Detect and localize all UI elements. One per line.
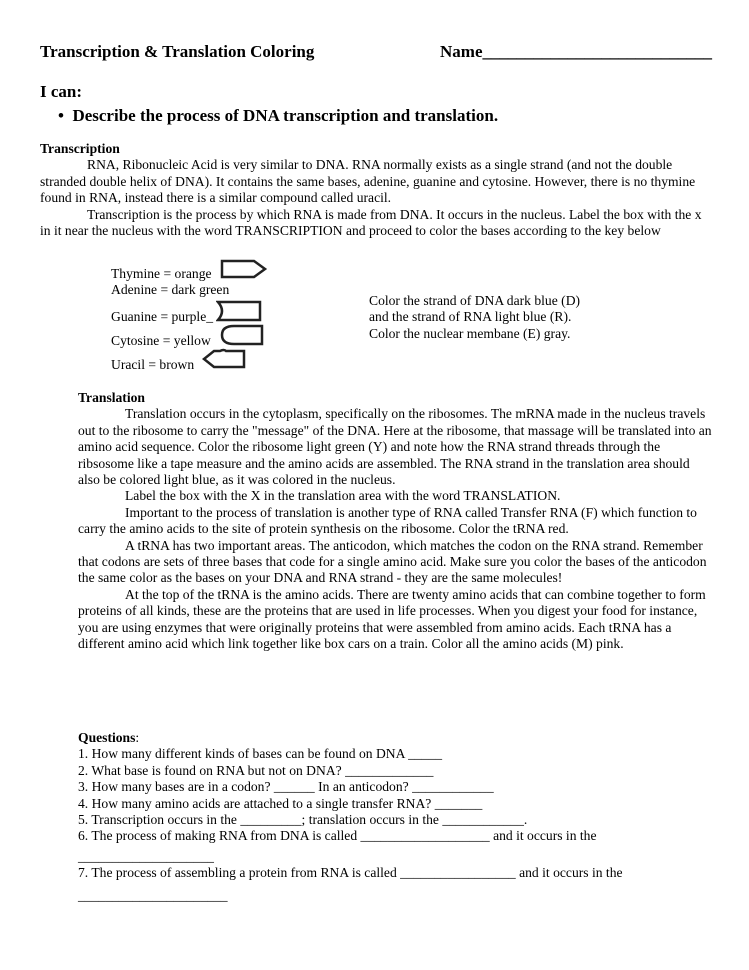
uracil-shape-icon	[202, 347, 248, 369]
question-item: 7. The process of assembling a protein from RNA is called _________________ and it occurs in the	[78, 865, 623, 881]
cytosine-shape-icon	[220, 324, 266, 346]
question-item: 1. How many different kinds of bases can be found on DNA _____	[78, 746, 443, 762]
answer-line: ______________________	[78, 887, 228, 903]
key-uracil: Uracil = brown	[111, 357, 195, 372]
color-note: Color the strand of DNA dark blue (D) and the strand of RNA light blue (R). Color the nuclear membane (E) gray.	[369, 293, 581, 341]
question-item: 4. How many amino acids are attached to a single transfer RNA? _______	[78, 795, 483, 811]
guanine-shape-icon	[216, 300, 266, 322]
translation-section	[78, 390, 713, 653]
question-item: 2. What base is found on RNA but not on DNA? _____________	[78, 762, 434, 778]
objectives-heading: I can:	[40, 82, 83, 101]
transcription-section	[40, 141, 715, 239]
key-guanine: Guanine = purple_	[111, 309, 214, 324]
question-item: 6. The process of making RNA from DNA is called ___________________ and it occurs in the	[78, 828, 597, 844]
translation-paragraph: Translation occurs in the cytoplasm, specifically on the ribosomes. The mRNA made in the nucleus travels out to the ribosome to carry the "message" of the DNA. Here at the ribosome, that massage will be translated into an amino acid sequence. Color the ribosome light green (Y) and note how the RNA strand threads through the ribsosome like a tape measure and the amino acids are assembled. The RNA strand in the translation area should also be colored light blue, as it was colored in the nucleus.	[78, 406, 712, 488]
translation-paragraph: At the top of the tRNA is the amino acids. There are twenty amino acids that can combine together to form proteins of all kinds, these are the proteins that are used in life processes. When you digest your food for instance, you are using enzymes that were originally proteins that were assembled from amino acids. Each tRNA has a different amino acid which link together like box cars on a train. Color all the amino acids (M) pink.	[78, 586, 706, 652]
question-item: 5. Transcription occurs in the _________; translation occurs in the ____________.	[78, 812, 528, 828]
transcription-paragraph: RNA, Ribonucleic Acid is very similar to DNA. RNA normally exists as a single strand (and not the double stranded double helix of DNA). It contains the same bases, adenine, guanine and cytosine. However, there is no thymine found in RNA, instead there is a similar compound called uracil.	[40, 157, 696, 206]
key-cytosine: Cytosine = yellow	[111, 333, 211, 348]
translation-paragraph: Label the box with the X in the translation area with the word TRANSLATION.	[125, 488, 561, 504]
objective-item: • Describe the process of DNA transcription and translation.	[58, 106, 499, 125]
question-item: 3. How many bases are in a codon? ______ In an anticodon? ____________	[78, 779, 494, 795]
translation-paragraph: A tRNA has two important areas. The anticodon, which matches the codon on the RNA strand. Remember that codons are sets of three bases that code for a single amino acid. Make sure you color the bases of the anticodon the same color as the bases on your DNA and RNA strand - they are the same molecules!	[78, 537, 707, 586]
questions-heading: Questions:	[78, 730, 140, 745]
transcription-heading: Transcription	[40, 141, 120, 156]
questions-section	[78, 730, 718, 904]
translation-heading: Translation	[78, 390, 145, 405]
name-field: Name___________________________	[440, 42, 712, 61]
translation-paragraph: Important to the process of translation is another type of RNA called Transfer RNA (F) which function to carry the amino acids to the site of protein synthesis on the ribosome. Color the tRNA red.	[78, 504, 697, 537]
thymine-shape-icon	[220, 259, 268, 279]
transcription-paragraph: Transcription is the process by which RNA is made from DNA. It occurs in the nucleus. Label the box with the x in it near the nucleus with the word TRANSCRIPTION and proceed to color the bases according to the key below	[40, 206, 702, 239]
bullet-icon: •	[58, 106, 64, 125]
answer-line: ____________________	[78, 848, 214, 864]
key-adenine: Adenine = dark green	[111, 282, 230, 297]
worksheet-title: Transcription & Translation Coloring	[40, 42, 315, 61]
key-thymine: Thymine = orange	[111, 266, 212, 281]
